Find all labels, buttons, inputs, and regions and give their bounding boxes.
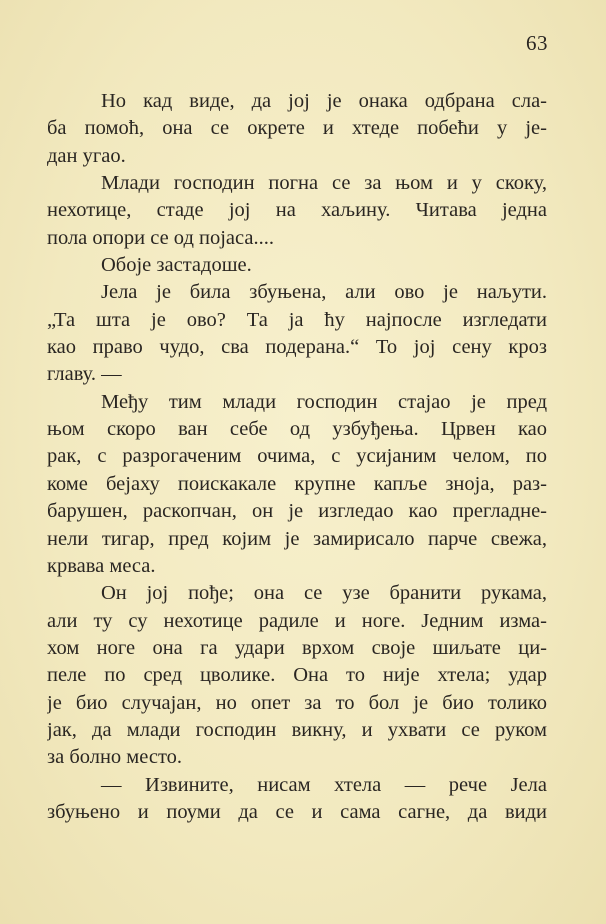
text-line: Обоје застадоше. bbox=[101, 254, 252, 277]
text-line: Међу тим млади господин стајао је пред bbox=[101, 390, 547, 413]
text-line: Млади господин погна се за њом и у скоку, bbox=[101, 172, 547, 195]
text-line: Но кад виде, да јој је онака одбрана сла- bbox=[101, 90, 547, 112]
text-line: јак, да млади господин викну, и ухвати се руком bbox=[47, 718, 547, 741]
text-line: дан угао. bbox=[47, 144, 126, 167]
text-line: — Извините, нисам хтела — рече Јела bbox=[101, 773, 547, 796]
text-line: „Та шта је ово? Та ја ћу најпосле изгледати bbox=[47, 308, 547, 331]
text-line: али ту су нехотице радиле и ноге. Једним изма- bbox=[47, 609, 547, 632]
text-line: рак, с разрогаченим очима, с усијаним челом, по bbox=[47, 445, 547, 468]
text-line: као право чудо, сва подерана.“ То јој сену кроз bbox=[47, 336, 547, 359]
text-line: барушен, раскопчан, он је изгледао као прегладне- bbox=[47, 500, 547, 523]
text-line: крвава меса. bbox=[47, 554, 156, 577]
text-line: нели тигар, пред којим је замирисало парче свежа, bbox=[47, 527, 547, 550]
text-line: њом скоро ван себе од узбуђења. Црвен као bbox=[47, 418, 547, 441]
body-text bbox=[47, 88, 547, 826]
text-line: нехотице, стаде јој на хаљину. Читава једна bbox=[47, 199, 547, 222]
text-line: збуњено и поуми да се и сама сагне, да види bbox=[47, 800, 547, 823]
text-line: за болно место. bbox=[47, 746, 183, 769]
text-line: ба помоћ, она се окрете и хтеде побећи у је- bbox=[47, 117, 547, 140]
text-line: је био случајан, но опет за то бол је био толико bbox=[47, 691, 547, 714]
page-number: 63 bbox=[526, 31, 548, 55]
text-line: хом ноге она га удари врхом своје шиљате ци- bbox=[47, 636, 547, 659]
text-line: коме бејаху поискакале крупне капље зноја, раз- bbox=[47, 472, 547, 495]
text-line: главу. — bbox=[47, 363, 122, 386]
text-line: Јела је била збуњена, али ово је наљути. bbox=[101, 281, 547, 304]
text-line: Он јој пође; она се узе бранити рукама, bbox=[101, 582, 547, 605]
text-line: пеле по сред цволике. Она то није хтела; удар bbox=[47, 664, 547, 687]
text-line: пола опори се од појаса.... bbox=[47, 226, 274, 249]
